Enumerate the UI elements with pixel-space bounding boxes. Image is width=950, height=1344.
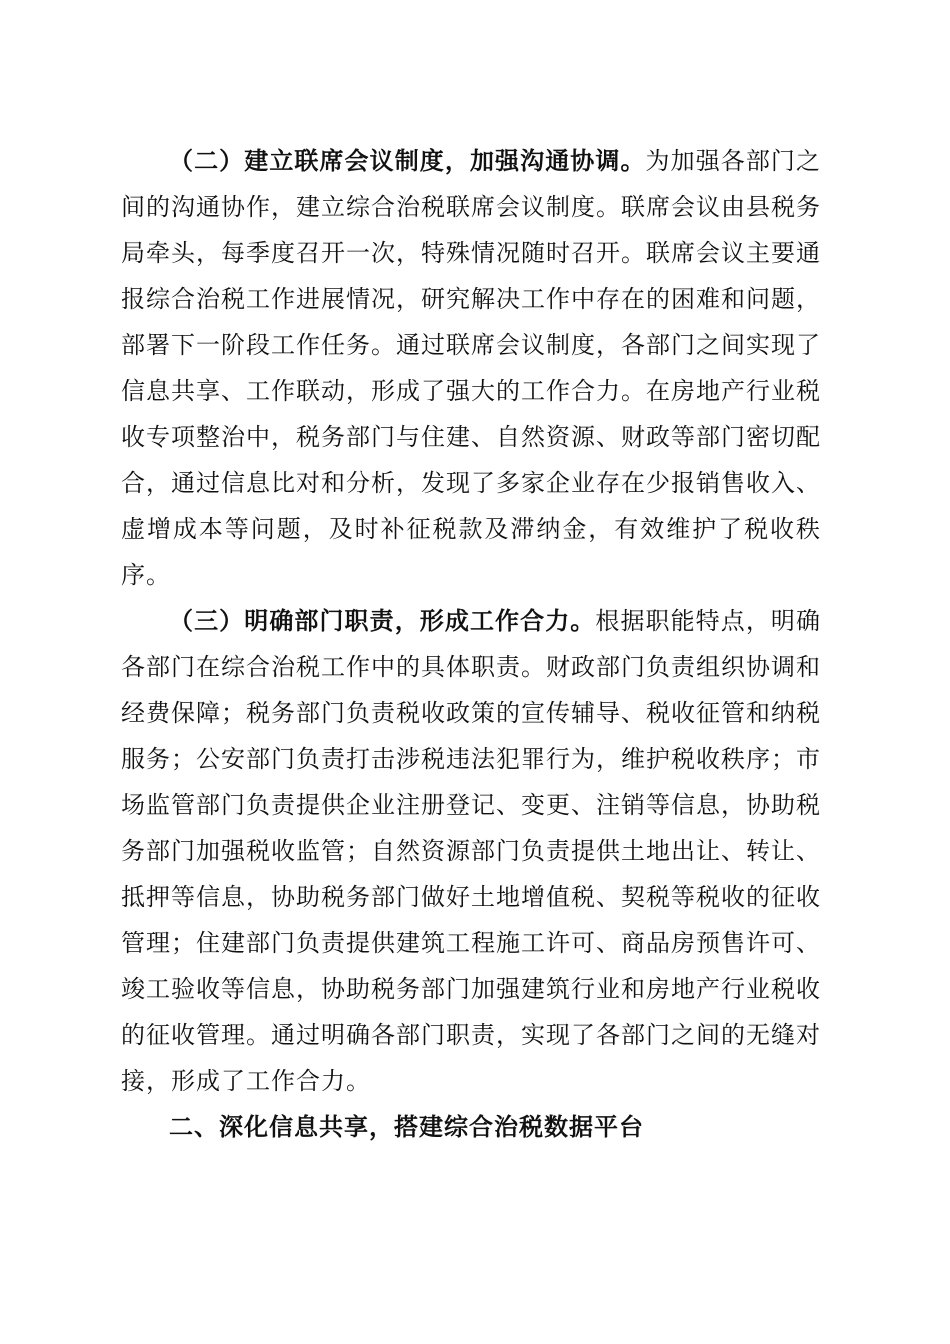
paragraph-responsibilities-lead: （三）明确部门职责，形成工作合力。 [169, 607, 596, 635]
paragraph-coordination-body: 为加强各部门之间的沟通协作，建立综合治税联席会议制度。联席会议由县税务局牵头，每季度召开一次，特殊情况随时召开。联席会议主要通报综合治税工作进展情况，研究解决工作中存在的困难和问题，部署下一阶段工作任务。通过联席会议制度，各部门之间实现了信息共享、工作联动，形成了强大的工作合力。在房地产行业税收专项整治中，税务部门与住建、自然资源、财政等部门密切配合，通过信息比对和分析，发现了多家企业存在少报销售收入、虚增成本等问题，及时补征税款及滞纳金，有效维护了税收秩序。 [121, 147, 822, 589]
document-body [121, 138, 821, 1150]
section-heading: 二、深化信息共享，搭建综合治税数据平台 [169, 1113, 644, 1141]
paragraph-responsibilities [121, 598, 821, 1104]
paragraph-responsibilities-body: 根据职能特点，明确各部门在综合治税工作中的具体职责。财政部门负责组织协调和经费保障；税务部门负责税收政策的宣传辅导、税收征管和纳税服务；公安部门负责打击涉税违法犯罪行为，维护税收秩序；市场监管部门负责提供企业注册登记、变更、注销等信息，协助税务部门加强税收监管；自然资源部门负责提供土地出让、转让、抵押等信息，协助税务部门做好土地增值税、契税等税收的征收管理；住建部门负责提供建筑工程施工许可、商品房预售许可、竣工验收等信息，协助税务部门加强建筑行业和房地产行业税收的征收管理。通过明确各部门职责，实现了各部门之间的无缝对接，形成了工作合力。 [121, 607, 821, 1095]
paragraph-coordination-lead: （二）建立联席会议制度，加强沟通协调。 [169, 147, 646, 175]
paragraph-coordination [121, 138, 821, 598]
